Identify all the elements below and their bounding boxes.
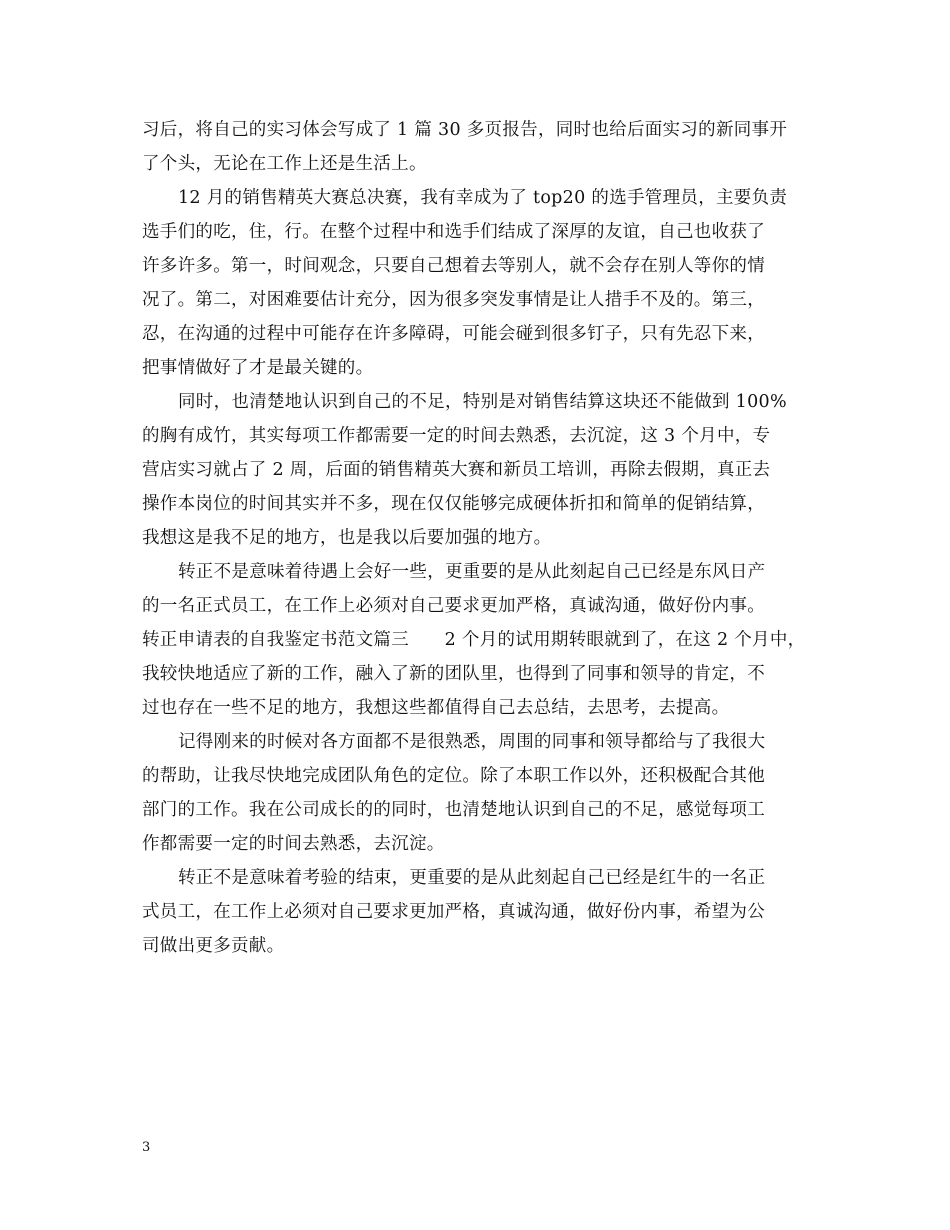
- text-line: 把事情做好了才是最关键的。: [142, 358, 374, 378]
- body-text: [142, 113, 812, 963]
- text-line: 操作本岗位的时间其实并不多，现在仅仅能够完成硬体折扣和简单的促销结算，: [142, 494, 765, 514]
- text-line: 12 月的销售精英大赛总决赛，我有幸成为了 top20 的选手管理员，主要负责: [178, 188, 788, 208]
- text-line: 许多许多。第一，时间观念，只要自己想着去等别人，就不会存在别人等你的情: [142, 256, 765, 276]
- text-line: 式员工，在工作上必须对自己要求更加严格，真诚沟通，做好份内事，希望为公: [142, 902, 765, 922]
- text-line: 的帮助，让我尽快地完成团队角色的定位。除了本职工作以外，还积极配合其他: [142, 766, 765, 786]
- text-line: 同时，也清楚地认识到自己的不足，特别是对销售结算这块还不能做到 100%: [178, 392, 787, 412]
- text-line: 转正不是意味着考验的结束，更重要的是从此刻起自己已经是红牛的一名正: [178, 868, 766, 888]
- text-line: 的胸有成竹，其实每项工作都需要一定的时间去熟悉，去沉淀，这 3 个月中，专: [142, 426, 771, 446]
- text-line: 我想这是我不足的地方，也是我以后要加强的地方。: [142, 528, 552, 548]
- text-line: 了个头，无论在工作上还是生活上。: [142, 154, 427, 174]
- text-line: 司做出更多贡献。: [142, 936, 285, 956]
- text-line: 作都需要一定的时间去熟悉，去沉淀。: [142, 834, 445, 854]
- page-number: 3: [142, 1140, 151, 1155]
- text-line: 况了。第二，对困难要估计充分，因为很多突发事情是让人措手不及的。第三，: [142, 290, 765, 310]
- text-line: 记得刚来的时候对各方面都不是很熟悉，周围的同事和领导都给与了我很大: [178, 732, 766, 752]
- text-line: 营店实习就占了 2 周，后面的销售精英大赛和新员工培训，再除去假期，真正去: [142, 460, 771, 480]
- text-line: 的一名正式员工，在工作上必须对自己要求更加严格，真诚沟通，做好份内事。: [142, 596, 765, 616]
- text-line: 选手们的吃，住，行。在整个过程中和选手们结成了深厚的友谊，自己也收获了: [142, 222, 765, 242]
- text-line: 我较快地适应了新的工作，融入了新的团队里，也得到了同事和领导的肯定，不: [142, 664, 765, 684]
- text-line: 忍，在沟通的过程中可能存在许多障碍，可能会碰到很多钉子，只有先忍下来，: [142, 324, 765, 344]
- text-line: 习后，将自己的实习体会写成了 1 篇 30 多页报告，同时也给后面实习的新同事开: [142, 120, 788, 140]
- text-line: 转正申请表的自我鉴定书范文篇三 2 个月的试用期转眼就到了，在这 2 个月中，: [142, 630, 806, 650]
- text-line: 转正不是意味着待遇上会好一些，更重要的是从此刻起自己已经是东风日产: [178, 562, 766, 582]
- text-line: 过也存在一些不足的地方，我想这些都值得自己去总结，去思考，去提高。: [142, 698, 730, 718]
- text-line: 部门的工作。我在公司成长的的同时，也清楚地认识到自己的不足，感觉每项工: [142, 800, 765, 820]
